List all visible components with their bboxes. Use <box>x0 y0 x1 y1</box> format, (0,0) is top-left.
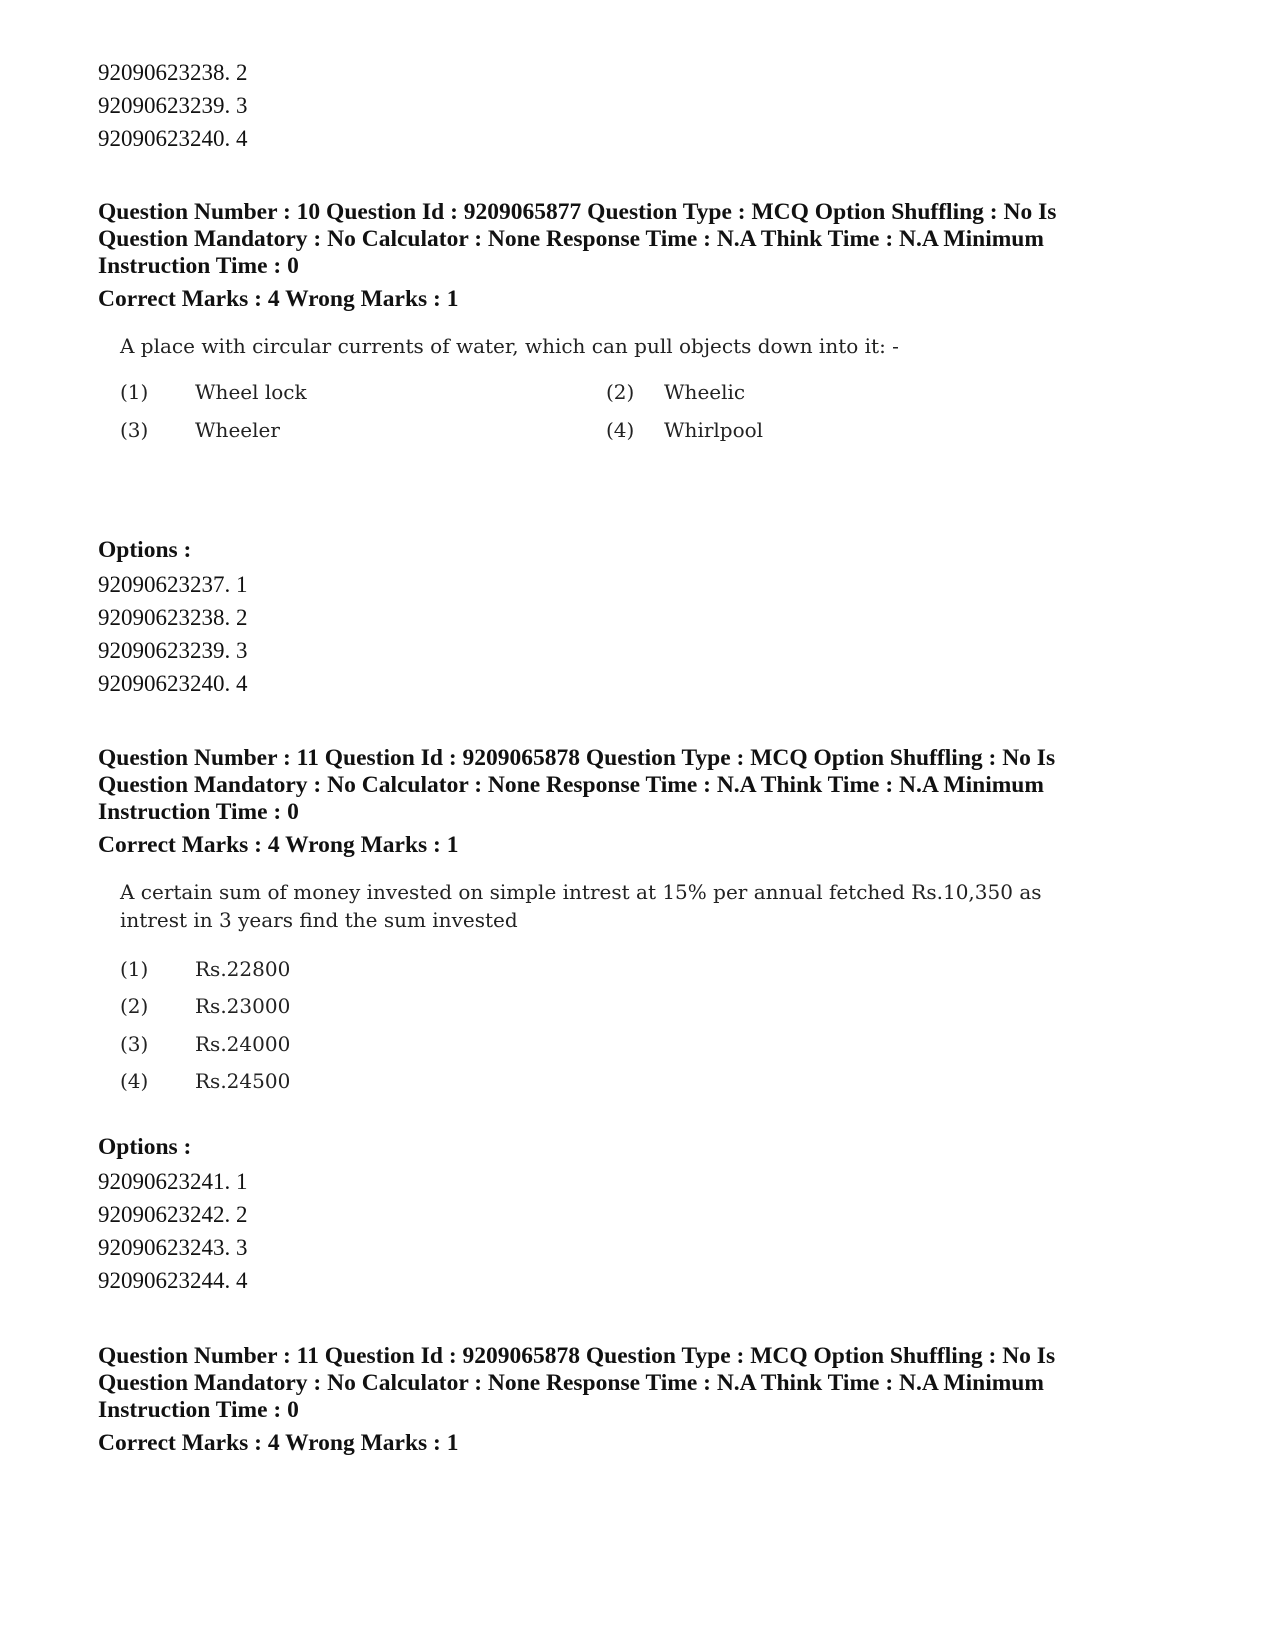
choice-number: (2) <box>606 380 635 404</box>
choice-number: (2) <box>120 994 149 1018</box>
choice-text: Whirlpool <box>664 418 764 442</box>
question-meta-line: Question Number : 10 Question Id : 9209065877 Question Type : MCQ Option Shuffling : No Is <box>98 199 1057 225</box>
option-line: 92090623239. 3 <box>98 638 248 663</box>
question-meta-line: Question Number : 11 Question Id : 9209065878 Question Type : MCQ Option Shuffling : No Is <box>98 1343 1056 1369</box>
choice-text: Wheelic <box>664 380 746 404</box>
choice-text: Wheeler <box>195 418 280 442</box>
option-line: 92090623238. 2 <box>98 605 248 630</box>
question-marks: Correct Marks : 4 Wrong Marks : 1 <box>98 1430 459 1456</box>
option-line: 92090623243. 3 <box>98 1235 248 1260</box>
option-line: 92090623238. 2 <box>98 60 248 85</box>
choice-text: Rs.23000 <box>195 994 291 1018</box>
options-label: Options : <box>98 1134 192 1160</box>
option-line: 92090623237. 1 <box>98 572 248 597</box>
choice-number: (3) <box>120 1032 149 1056</box>
choice-number: (3) <box>120 418 149 442</box>
question-meta-line: Instruction Time : 0 <box>98 253 299 279</box>
option-line: 92090623242. 2 <box>98 1202 248 1227</box>
choice-number: (1) <box>120 380 149 404</box>
choice-number: (4) <box>606 418 635 442</box>
option-line: 92090623240. 4 <box>98 671 248 696</box>
choice-text: Rs.24000 <box>195 1032 291 1056</box>
question-meta-line: Question Number : 11 Question Id : 9209065878 Question Type : MCQ Option Shuffling : No Is <box>98 745 1056 771</box>
choice-text: Rs.24500 <box>195 1069 291 1093</box>
question-meta-line: Question Mandatory : No Calculator : None Response Time : N.A Think Time : N.A Minimum <box>98 772 1044 798</box>
question-marks: Correct Marks : 4 Wrong Marks : 1 <box>98 286 459 312</box>
question-text: A place with circular currents of water, which can pull objects down into it: - <box>120 334 899 358</box>
option-line: 92090623240. 4 <box>98 126 248 151</box>
question-text: A certain sum of money invested on simple intrest at 15% per annual fetched Rs.10,350 as <box>120 880 1042 904</box>
option-line: 92090623244. 4 <box>98 1268 248 1293</box>
option-line: 92090623241. 1 <box>98 1169 248 1194</box>
choice-text: Rs.22800 <box>195 957 291 981</box>
question-meta-line: Question Mandatory : No Calculator : None Response Time : N.A Think Time : N.A Minimum <box>98 1370 1044 1396</box>
question-meta-line: Instruction Time : 0 <box>98 799 299 825</box>
option-line: 92090623239. 3 <box>98 93 248 118</box>
question-marks: Correct Marks : 4 Wrong Marks : 1 <box>98 832 459 858</box>
options-label: Options : <box>98 537 192 563</box>
question-text: intrest in 3 years find the sum invested <box>120 908 518 932</box>
question-meta-line: Instruction Time : 0 <box>98 1397 299 1423</box>
choice-text: Wheel lock <box>195 380 307 404</box>
choice-number: (4) <box>120 1069 149 1093</box>
choice-number: (1) <box>120 957 149 981</box>
question-meta-line: Question Mandatory : No Calculator : None Response Time : N.A Think Time : N.A Minimum <box>98 226 1044 252</box>
